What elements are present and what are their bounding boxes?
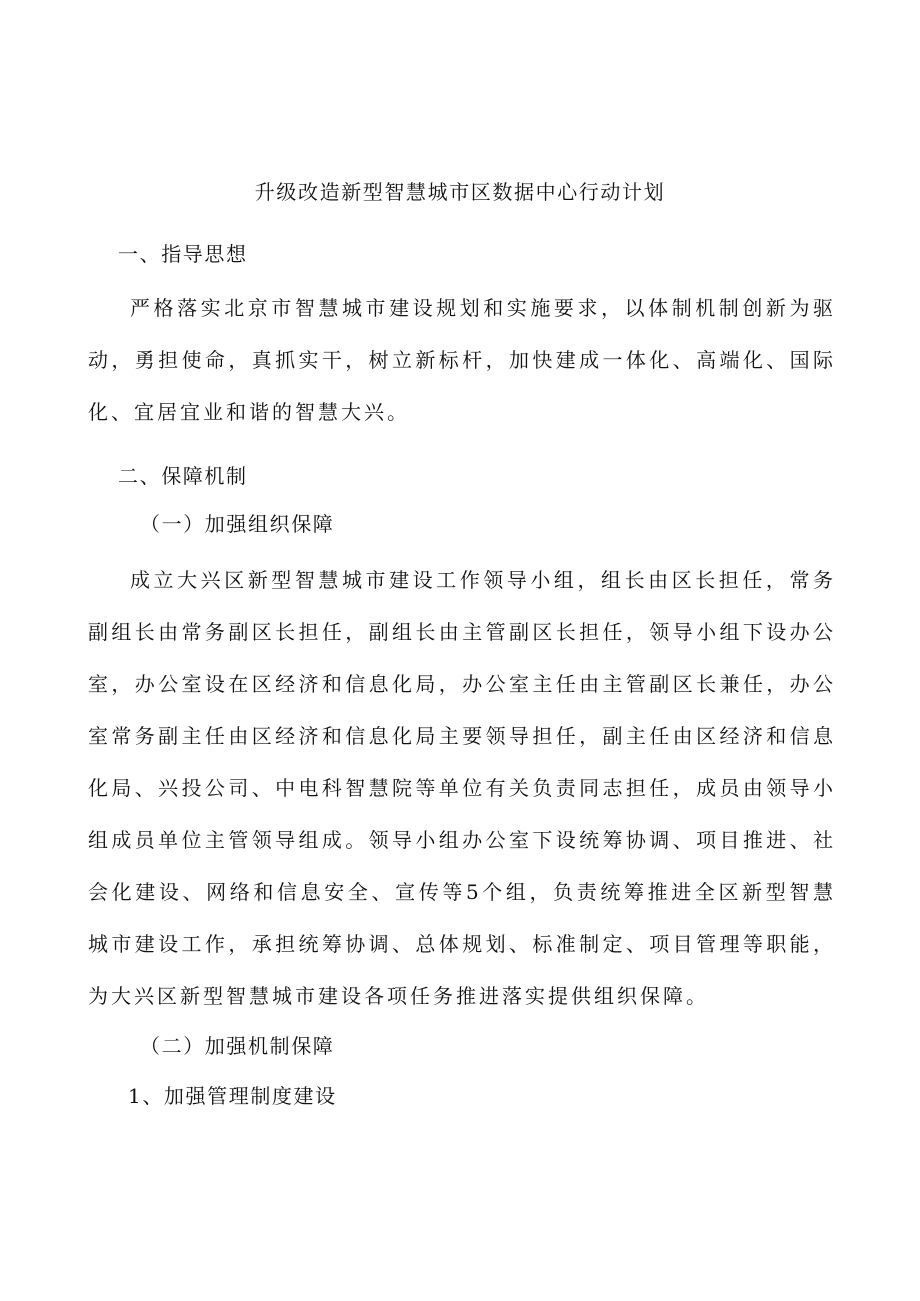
section-heading-guiding-ideology: 一、指导思想: [118, 242, 248, 266]
section-heading-safeguard-mechanism: 二、保障机制: [118, 464, 248, 488]
document-title: 升级改造新型智慧城市区数据中心行动计划: [254, 180, 666, 204]
paragraph-organization: 成立大兴区新型智慧城市建设工作领导小组，组长由区长担任，常务副组长由常务副区长担任，副组长由主管副区长担任，领导小组下设办公室，办公室设在区经济和信息化局，办公室主任由主管副区长兼任，办公室常务副主任由区经济和信息化局主要领导担任，副主任由区经济和信息化局、兴投公司、中电科智慧院等单位有关负责同志担任，成员由领导小组成员单位主管领导组成。领导小组办公室下设统筹协调、项目推进、社会化建设、网络和信息安全、宣传等5个组，负责统筹推进全区新型智慧城市建设工作，承担统筹协调、总体规划、标准制定、项目管理等职能，为大兴区新型智慧城市建设各项任务推进落实提供组织保障。: [88, 568, 836, 1008]
subsection-heading-organization: （一）加强组织保障: [140, 512, 335, 536]
subsection-heading-mechanism: （二）加强机制保障: [140, 1034, 335, 1058]
list-item-management-system: 1、加强管理制度建设: [128, 1084, 337, 1108]
paragraph-guiding-ideology: 严格落实北京市智慧城市建设规划和实施要求，以体制机制创新为驱动，勇担使命，真抓实干，树立新标杆，加快建成一体化、高端化、国际化、宜居宜业和谐的智慧大兴。: [88, 296, 836, 424]
